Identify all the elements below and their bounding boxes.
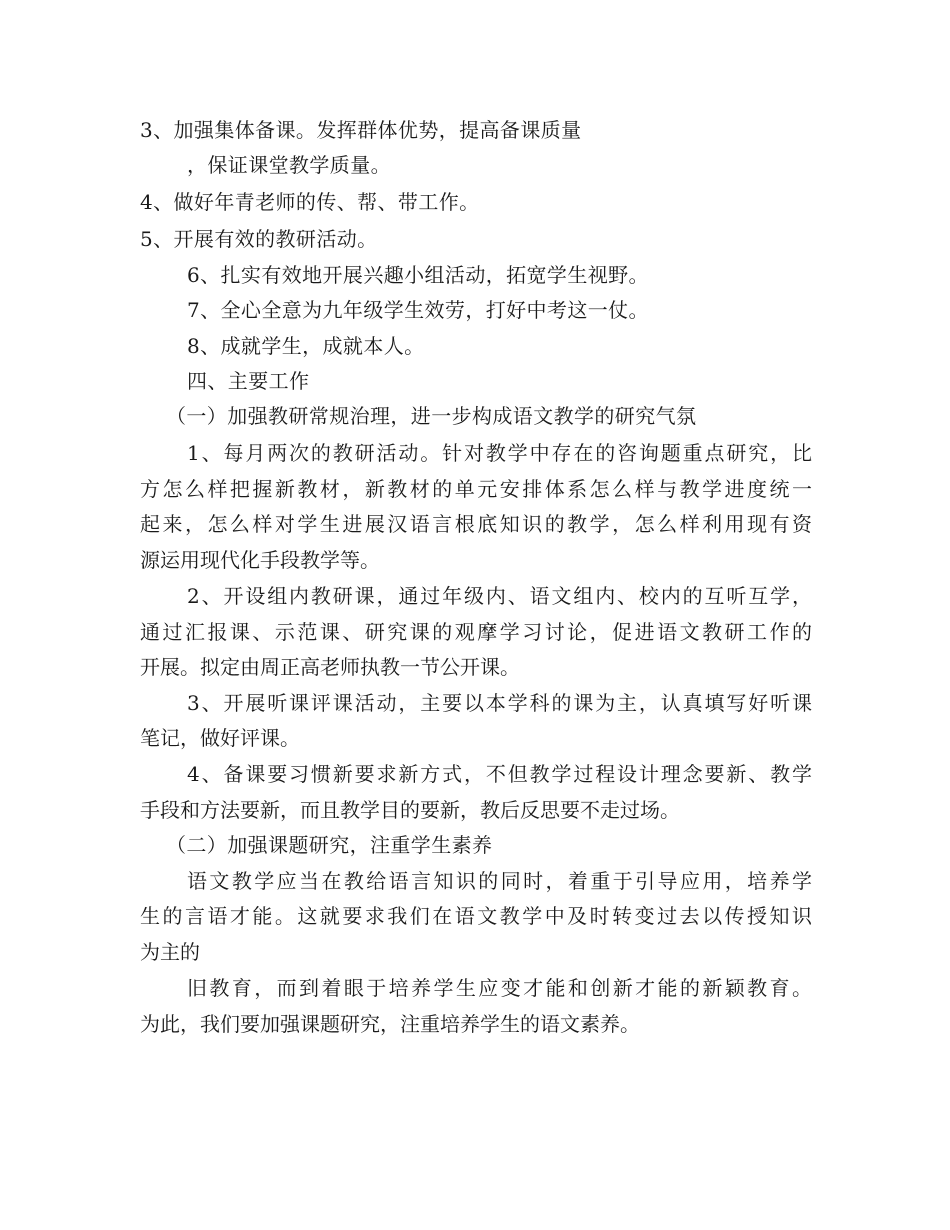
paragraph-line: 笔记，做好评课。 (140, 726, 300, 750)
paragraph-line: 1、每月两次的教研活动。针对教学中存在的咨询题重点研究，比 (187, 441, 812, 465)
paragraph-line: 开展。拟定由周正高老师执教一节公开课。 (140, 655, 520, 679)
paragraph-line: 手段和方法要新，而且教学目的要新，教后反思要不走过场。 (140, 798, 680, 822)
list-item-3-continuation: ，保证课堂教学质量。 (187, 153, 391, 177)
paragraph-line: 为主的 (140, 940, 200, 964)
paragraph-line: 语文教学应当在教给语言知识的同时，着重于引导应用，培养学 (187, 869, 812, 893)
list-item-8: 8、成就学生，成就本人。 (187, 334, 425, 358)
paragraph-line: 为此，我们要加强课题研究，注重培养学生的语文素养。 (140, 1012, 640, 1036)
subsection-heading-1: （一）加强教研常规治理，进一步构成语文教学的研究气氛 (166, 404, 697, 428)
paragraph-line: 起来，怎么样对学生进展汉语言根底知识的教学，怎么样利用现有资 (140, 512, 812, 536)
list-item-7: 7、全心全意为九年级学生效劳，打好中考这一仗。 (187, 298, 649, 322)
paragraph-line: 4、备课要习惯新要求新方式，不但教学过程设计理念要新、教学 (187, 762, 812, 786)
paragraph-line: 生的言语才能。这就要求我们在语文教学中及时转变过去以传授知识 (140, 904, 812, 928)
list-item-5: 5、开展有效的教研活动。 (140, 227, 378, 251)
paragraph-line: 通过汇报课、示范课、研究课的观摩学习讨论，促进语文教研工作的 (140, 620, 812, 644)
paragraph-line: 3、开展听课评课活动，主要以本学科的课为主，认真填写好听课 (187, 691, 812, 715)
paragraph-line: 源运用现代化手段教学等。 (140, 548, 380, 572)
paragraph-line: 旧教育，而到着眼于培养学生应变才能和创新才能的新颖教育。 (187, 976, 812, 1000)
paragraph-line: 2、开设组内教研课，通过年级内、语文组内、校内的互听互学， (187, 584, 812, 608)
paragraph-line: 方怎么样把握新教材，新教材的单元安排体系怎么样与教学进度统一 (140, 477, 812, 501)
list-item-3: 3、加强集体备课。发挥群体优势，提高备课质量 (140, 118, 582, 142)
section-heading-main-work: 四、主要工作 (187, 369, 310, 393)
list-item-4: 4、做好年青老师的传、帮、带工作。 (140, 190, 480, 214)
list-item-6: 6、扎实有效地开展兴趣小组活动，拓宽学生视野。 (187, 263, 649, 287)
subsection-heading-2: （二）加强课题研究，注重学生素养 (166, 833, 493, 857)
